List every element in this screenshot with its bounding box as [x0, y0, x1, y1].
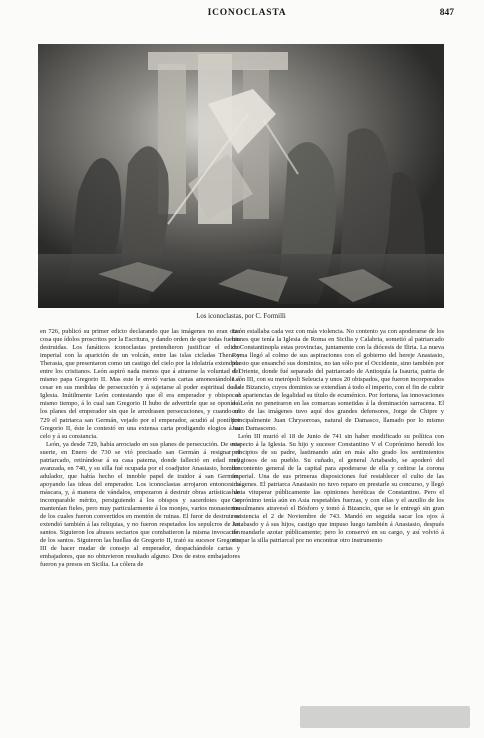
watermark-logo — [300, 706, 470, 728]
paragraph: León, ya desde 729, había arrociado en sus planes de persecución. De esta suerte, en Enero de 730 se vió precisado san Germán á resignar el patriarcado, retirándose á su casa paterna, donde falleció en edad muy avanzada, en 740, y su silla fué ocupada por el coadjutor Anastasio, hombre adulador, que había hecho el innoble papel de traidor á san Germán, apoyando las ideas del emperador. Los iconoclastas arrojaron entonces la máscara, y, á manera de vándalos, empezaron á destruir obras artísticas de incomparable mérito, persiguiendo á los obispos y sacerdotes que se mantenían fieles, pero muy particularmente á los monjes, varios monasterios de los cuales fueron convertidos en montón de ruinas. El furor de destruir se extendió también á las reliquias, y no fueron respetados los sepulcros de los santos. Siguieron los abusos sectarios que combatieron la misma invocación de los santos. Siguieron las huellas de Gregorio II, trató su sucesor Gregorio III de hacer mudar de consejo al emperador, despachándole cartas y embajadores, que no obtuvieron resultado alguno. Dos de estos embajadores fueron ya presos en Sicilia. La cólera de — [40, 440, 240, 569]
page-header — [40, 8, 454, 24]
paragraph: León III murió el 18 de Junio de 741 sin haber modificado su política con respecto á la Iglesia. Su hijo y sucesor Constantino V el Coprónimo heredó los principios de su padre, lastimando aún en más alto grado los sentimientos religiosos de su pueblo. Su cuñado, el general Artabasdo, se apoderó del descontento general de la capital para apoderarse de ella y ceñirse la corona imperial. Una de sus primeras disposiciones fué restablecer el culto de las imágenes. El patriarca Anastasio no tuvo reparo en prestarle su concurso, y llegó hasta vituperar públicamente las opiniones heréticas de Constantino. Pero el Coprónimo tenía aún en Asia respetables fuerzas, y con ellas y el auxilio de los musulmanes atravesó el Bósforo y tomó á Bizancio, que se le entregó sin gran resistencia el 2 de Noviembre de 743. Mandó en seguida sacar los ojos á Artabasdo y á sus hijos, castigo que impuso luego también á Anastasio, después de mandarle azotar públicamente; pero lo conservó en su cargo, y así volvió á ocupar la silla patriarcal por no encontrar otro instrumento — [232, 432, 444, 545]
text-column-left — [40, 328, 240, 569]
paragraph: León estallaba cada vez con más violencia. No contento ya con apoderarse de los bienes que tenía la Iglesia de Roma en Sicilia y Calabria, sometió al patriarcado de Constantinopla estas provincias, juntamente con la diócesis de Iliria. La nueva Roma llegó al colmo de sus aspiraciones con el gobierno del hereje Anastasio, puesto que ensanchó sus dominios, no tan sólo por el Occidente, sino también por el Oriente, donde fué separado del patriarcado de Antioquía la Isauria, patria de León III, con su metrópoli Seleucia y unos 20 obispados, que fueron incorporados al de Bizancio, cuyos dominios se extendían á todo el imperio, con el fin de cubrir con apariencias de legalidad su título de ecuménico. Por fortuna, las innovaciones de León no penetraron en las comarcas sometidas á la dominación sarracena. El culto de las imágenes tuvo aquí dos grandes defensores, Jorge de Chipre y principalmente Juan Chrysorroas, natural de Damasco, llamado por lo mismo Juan Damasceno. — [232, 328, 444, 432]
illustration-plate — [38, 44, 444, 308]
text-column-right — [232, 328, 444, 545]
figure-caption: Los iconoclastas, por C. Formilli — [196, 313, 286, 320]
running-title: ICONOCLASTA — [207, 8, 287, 18]
painting-image — [38, 44, 444, 308]
page-number: 847 — [439, 8, 454, 18]
paragraph: en 726, publicó su primer edicto declarando que las imágenes no eran otra cosa que ídolos proscritos por la Escritura, y dando orden de que todas fueran destruidas. Los fanáticos iconoclastas pretendieron justificar el edicto imperial con la aparición de un volcán, entre las islas cicladas Thera y Therasia, que presentaron como un castigo del cielo por la idolatría extendida entre los cristianos. León aspiró nada menos que á atraerse la voluntad del mismo papa Gregorio II. Mas este le envió varias cartas amonestándole á cesar en sus medidas de persecución y á sujetarse al poder espiritual de la Iglesia. Inútilmente León contestando que él era emperador y obispo al mismo tiempo, á lo cual san Gregorio II hubo de advertirle que se oponía á los planes del emperador sin que le arredrasen persecuciones, y cuando en 729 el patriarca san Germán, vejado por el emperador, acudió al pontífice Gregorio II, éste le contestó en una extensa carta prodigando elogios á su celo y á su constancia. — [40, 328, 240, 440]
